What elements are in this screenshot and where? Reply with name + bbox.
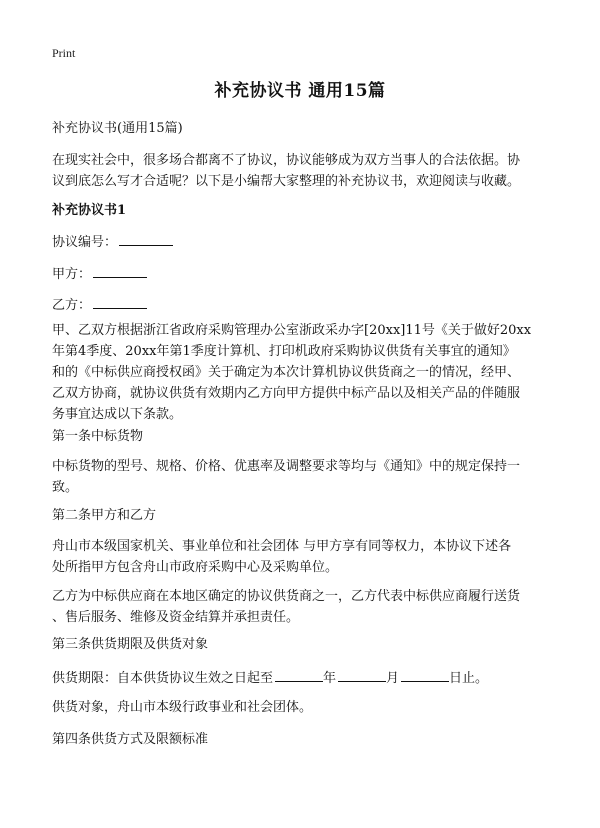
- article-1-paragraph: [52, 456, 552, 498]
- page-title: 补充协议书 通用15篇: [214, 81, 386, 101]
- article-2-line: 、售后服务、维修及资金结算并承担责任。: [52, 610, 300, 625]
- preamble-line: 和的《中标供应商授权函》关于确定为本次计算机协议供货商之一的情况，经甲、: [52, 365, 521, 380]
- intro-line: 在现实社会中，很多场合都离不了协议，协议能够成为双方当事人的合法依据。协: [52, 153, 521, 168]
- agreement-number-label: 协议编号：: [52, 235, 118, 250]
- day-label: 日止。: [449, 671, 489, 686]
- preamble-line: 年第4季度、20xx年第1季度计算机、打印机政府采购协议供货有关事宜的通知》: [52, 344, 516, 359]
- article-1-line: 中标货物的型号、规格、价格、优惠率及调整要求等均与《通知》中的规定保持一: [52, 459, 521, 474]
- day-blank: [401, 668, 449, 682]
- party-b-blank: [93, 295, 147, 309]
- party-b-label: 乙方：: [52, 298, 92, 313]
- article-1-line: 致。: [52, 480, 79, 495]
- preamble-line: 务事宜达成以下条款。: [52, 407, 183, 422]
- year-label: 年: [323, 671, 337, 686]
- intro-line: 议到底怎么写才合适呢？以下是小编帮大家整理的补充协议书，欢迎阅读与收藏。: [52, 174, 521, 189]
- year-blank: [275, 668, 323, 682]
- section-heading: 补充协议书1: [52, 203, 127, 218]
- article-2-heading: 第二条甲方和乙方: [52, 508, 157, 523]
- party-a-blank: [93, 264, 147, 278]
- preamble-paragraph: [52, 320, 552, 425]
- party-a-field: [52, 264, 147, 284]
- preamble-line: 甲、乙双方根据浙江省政府采购管理办公室浙政采办字[20xx]11号《关于做好20xx: [52, 323, 532, 338]
- article-4-heading: 第四条供货方式及限额标准: [52, 732, 209, 747]
- agreement-number-field: [52, 232, 173, 252]
- supply-target-line: 供货对象，舟山市本级行政事业和社会团体。: [52, 700, 313, 715]
- article-2-paragraph-1: [52, 536, 552, 578]
- party-b-field: [52, 295, 147, 315]
- agreement-number-blank: [119, 232, 173, 246]
- supply-period-prefix: 供货期限：自本供货协议生效之日起至: [52, 671, 274, 686]
- article-2-line: 乙方为中标供应商在本地区确定的协议供货商之一，乙方代表中标供应商履行送货: [52, 589, 521, 604]
- article-2-line: 舟山市本级国家机关、事业单位和社会团体 与甲方享有同等权力，本协议下述各: [52, 539, 512, 554]
- month-blank: [338, 668, 386, 682]
- month-label: 月: [386, 671, 400, 686]
- article-2-paragraph-2: [52, 586, 552, 628]
- preamble-line: 乙双方协商，就协议供货有效期内乙方向甲方提供中标产品以及相关产品的伴随服: [52, 386, 521, 401]
- supply-period-row: [52, 668, 488, 688]
- article-3-heading: 第三条供货期限及供货对象: [52, 637, 209, 652]
- print-label[interactable]: Print: [52, 46, 76, 60]
- party-a-label: 甲方：: [52, 267, 92, 282]
- article-1-heading: 第一条中标货物: [52, 429, 144, 444]
- document-subtitle: 补充协议书(通用15篇): [52, 121, 183, 136]
- intro-paragraph: [52, 150, 552, 192]
- article-2-line: 处所指甲方包含舟山市政府采购中心及采购单位。: [52, 560, 339, 575]
